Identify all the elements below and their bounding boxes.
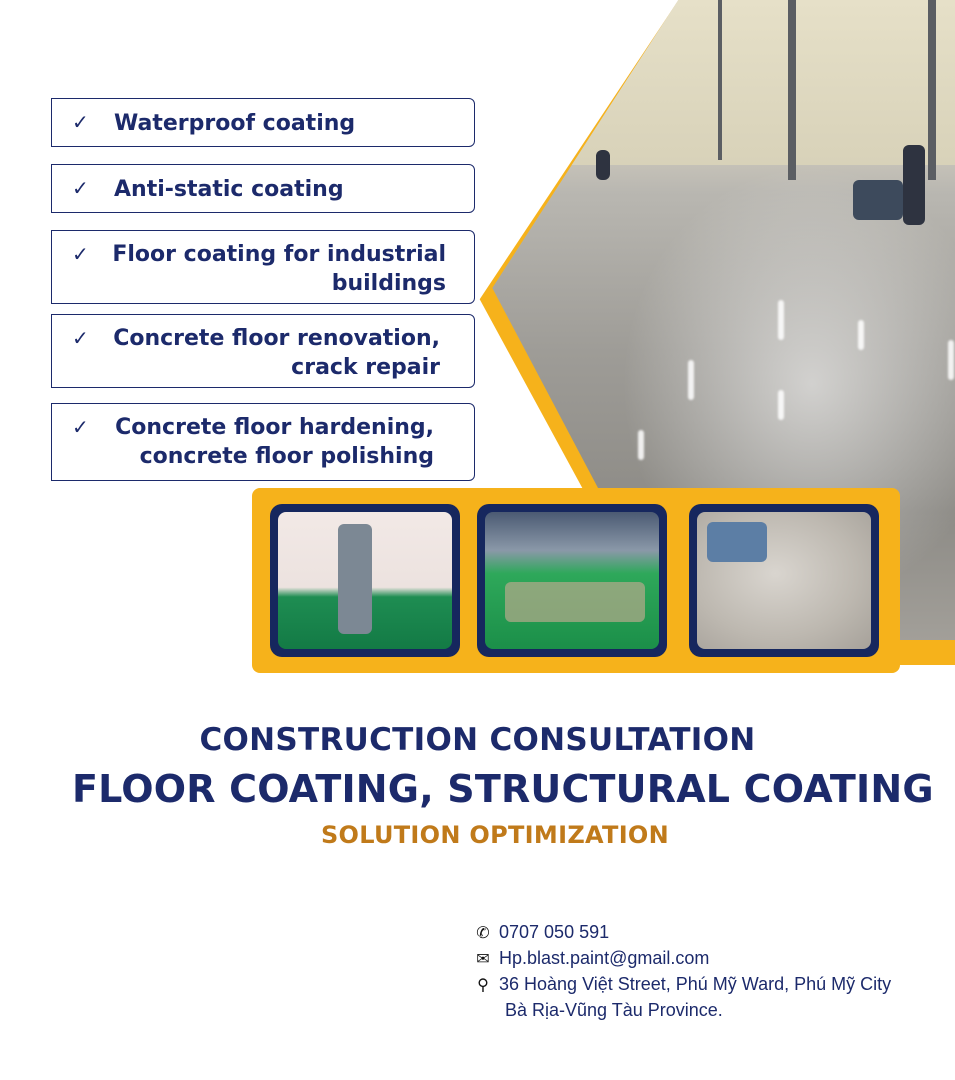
thumbnail-strip [252,488,900,673]
phone-icon: ✆ [476,925,490,942]
check-icon: ✓ [72,176,89,200]
feature-label: Floor coating for industrial [112,242,446,267]
feature-label: crack repair [291,355,440,380]
email-address[interactable]: Hp.blast.paint@gmail.com [499,948,710,968]
thumbnail-crack-grinding [689,504,879,657]
heading-construction-consultation: CONSTRUCTION CONSULTATION [199,722,756,758]
feature-label: Anti-static coating [114,177,344,202]
thumbnail-green-epoxy-floor [477,504,667,657]
feature-list [51,98,475,481]
feature-label: Waterproof coating [114,111,356,136]
check-icon: ✓ [72,326,89,350]
feature-label: Concrete floor renovation, [113,326,440,351]
mail-icon: ✉ [476,951,490,968]
check-icon: ✓ [72,110,89,134]
contact-address-row [473,974,933,1000]
worker-figure [338,524,372,634]
location-pin-icon: ⚲ [477,977,489,994]
heading-floor-coating: FLOOR COATING, STRUCTURAL COATING [72,767,934,811]
feature-item [51,230,475,304]
address-line-1: 36 Hoàng Việt Street, Phú Mỹ Ward, Phú Mỹ City [499,974,892,994]
check-icon: ✓ [72,415,89,439]
phone-number[interactable]: 0707 050 591 [499,922,610,942]
warehouse-wall [478,0,955,165]
worker-figure [903,145,925,225]
address-line-2: Bà Rịa-Vũng Tàu Province. [505,1000,723,1020]
feature-label: Concrete floor hardening, [115,415,434,440]
grinder-tool [707,522,767,562]
feature-item [51,164,475,213]
floor-grinder-machine [853,180,903,220]
contact-block [473,922,933,1020]
check-icon: ✓ [72,242,89,266]
contact-phone-row [473,922,933,948]
contact-email-row [473,948,933,974]
feature-label: buildings [331,271,446,296]
heading-solution-optimization: SOLUTION OPTIMIZATION [320,821,670,849]
thumbnail-epoxy-wall-corner [270,504,460,657]
feature-label: concrete floor polishing [139,444,434,469]
feature-item [51,98,475,147]
feature-item [51,314,475,388]
feature-item [51,403,475,481]
